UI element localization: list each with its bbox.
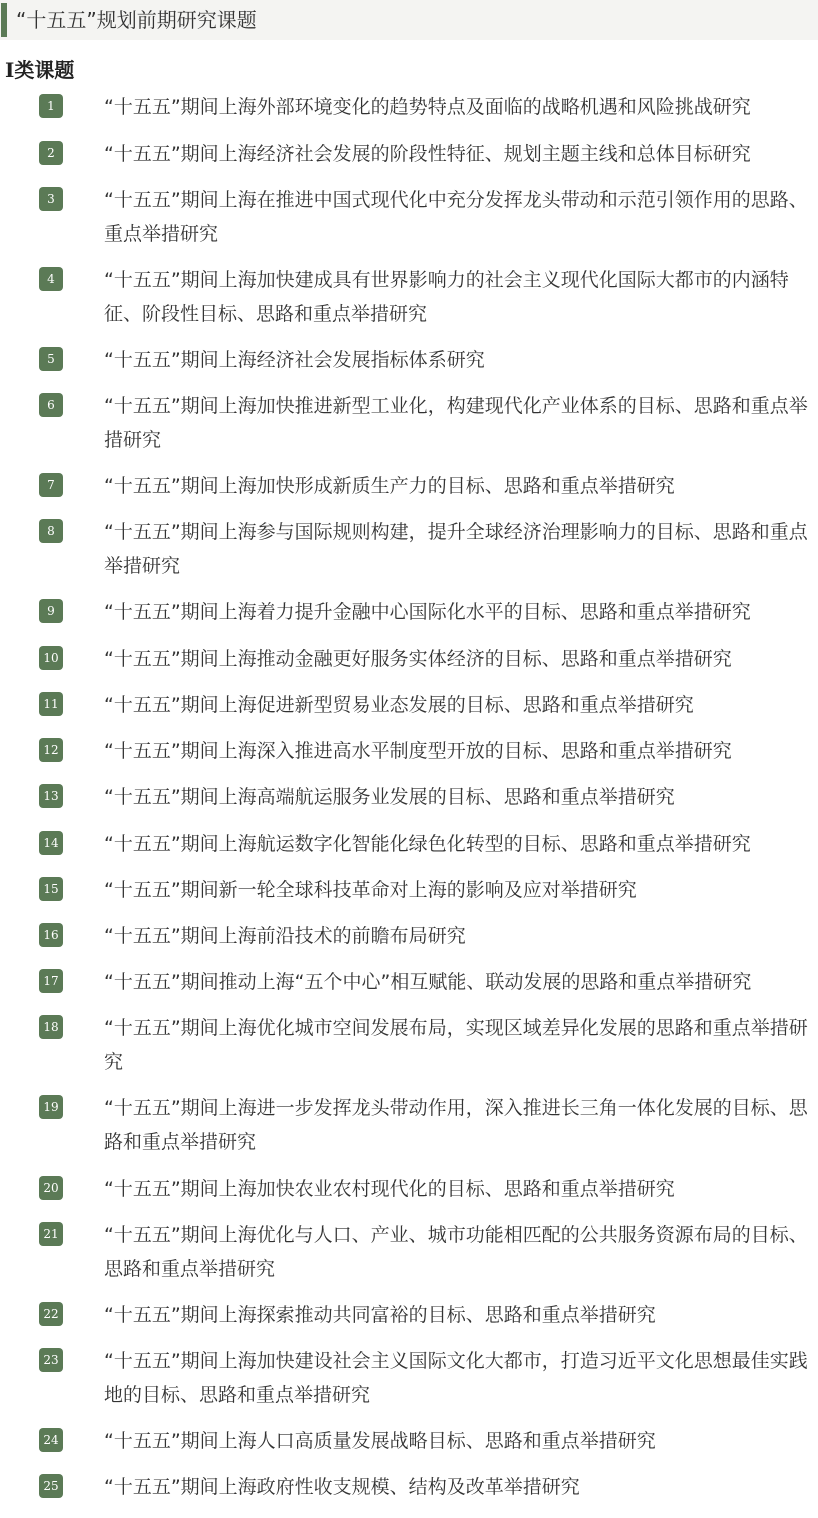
topic-title: “十五五”期间上海探索推动共同富裕的目标、思路和重点举措研究 (104, 1304, 656, 1326)
topic-title: “十五五”期间上海航运数字化智能化绿色化转型的目标、思路和重点举措研究 (104, 833, 751, 855)
topic-title: “十五五”期间上海经济社会发展的阶段性特征、规划主题主线和总体目标研究 (104, 143, 751, 165)
item-number-badge: 16 (39, 923, 63, 947)
item-number-badge: 9 (39, 599, 63, 623)
topic-title: “十五五”期间上海加快形成新质生产力的目标、思路和重点举措研究 (104, 475, 675, 497)
item-number-badge: 15 (39, 877, 63, 901)
topic-title: “十五五”期间上海政府性收支规模、结构及改革举措研究 (104, 1476, 580, 1498)
section-heading: I类课题 (5, 58, 75, 82)
item-number-badge: 20 (39, 1176, 63, 1200)
topic-title: “十五五”期间上海加快农业农村现代化的目标、思路和重点举措研究 (104, 1178, 675, 1200)
topic-title: “十五五”期间上海人口高质量发展战略目标、思路和重点举措研究 (104, 1430, 656, 1452)
topic-title: “十五五”期间上海加快建设社会主义国际文化大都市，打造习近平文化思想最佳实践地的目标、思路和重点举措研究 (104, 1350, 808, 1406)
item-number-badge: 8 (39, 519, 63, 543)
item-number-badge: 23 (39, 1348, 63, 1372)
item-number-badge: 21 (39, 1222, 63, 1246)
item-number-badge: 25 (39, 1474, 63, 1498)
topic-title: “十五五”期间上海优化与人口、产业、城市功能相匹配的公共服务资源布局的目标、思路和重点举措研究 (104, 1224, 808, 1280)
topic-title: “十五五”期间上海高端航运服务业发展的目标、思路和重点举措研究 (104, 786, 675, 808)
topic-title: “十五五”期间新一轮全球科技革命对上海的影响及应对举措研究 (104, 879, 637, 901)
topic-title: “十五五”期间上海在推进中国式现代化中充分发挥龙头带动和示范引领作用的思路、重点举措研究 (104, 189, 808, 245)
item-number-badge: 14 (39, 831, 63, 855)
item-number-badge: 18 (39, 1015, 63, 1039)
topic-title: “十五五”期间上海着力提升金融中心国际化水平的目标、思路和重点举措研究 (104, 601, 751, 623)
item-number-badge: 3 (39, 187, 63, 211)
topic-title: “十五五”期间推动上海“五个中心”相互赋能、联动发展的思路和重点举措研究 (104, 971, 752, 993)
topic-title: “十五五”期间上海促进新型贸易业态发展的目标、思路和重点举措研究 (104, 694, 694, 716)
topic-title: “十五五”期间上海外部环境变化的趋势特点及面临的战略机遇和风险挑战研究 (104, 96, 751, 118)
topic-title: “十五五”期间上海加快建成具有世界影响力的社会主义现代化国际大都市的内涵特征、阶段性目标、思路和重点举措研究 (104, 269, 789, 325)
item-number-badge: 7 (39, 473, 63, 497)
item-number-badge: 11 (39, 692, 63, 716)
topic-title: “十五五”期间上海加快推进新型工业化，构建现代化产业体系的目标、思路和重点举措研究 (104, 395, 808, 451)
item-number-badge: 19 (39, 1095, 63, 1119)
item-number-badge: 1 (39, 94, 63, 118)
topic-title: “十五五”期间上海经济社会发展指标体系研究 (104, 349, 485, 371)
item-number-badge: 24 (39, 1428, 63, 1452)
topic-title: “十五五”期间上海进一步发挥龙头带动作用，深入推进长三角一体化发展的目标、思路和重点举措研究 (104, 1097, 808, 1153)
item-number-badge: 22 (39, 1302, 63, 1326)
item-number-badge: 12 (39, 738, 63, 762)
item-number-badge: 2 (39, 141, 63, 165)
item-number-badge: 17 (39, 969, 63, 993)
topic-title: “十五五”期间上海优化城市空间发展布局，实现区域差异化发展的思路和重点举措研究 (104, 1017, 808, 1073)
page-title: “十五五”规划前期研究课题 (16, 8, 257, 32)
item-number-badge: 4 (39, 267, 63, 291)
item-number-badge: 5 (39, 347, 63, 371)
topic-title: “十五五”期间上海参与国际规则构建，提升全球经济治理影响力的目标、思路和重点举措研究 (104, 521, 808, 577)
item-number-badge: 10 (39, 646, 63, 670)
item-number-badge: 13 (39, 784, 63, 808)
topic-title: “十五五”期间上海推动金融更好服务实体经济的目标、思路和重点举措研究 (104, 648, 732, 670)
topic-title: “十五五”期间上海前沿技术的前瞻布局研究 (104, 925, 466, 947)
item-number-badge: 6 (39, 393, 63, 417)
topic-title: “十五五”期间上海深入推进高水平制度型开放的目标、思路和重点举措研究 (104, 740, 732, 762)
